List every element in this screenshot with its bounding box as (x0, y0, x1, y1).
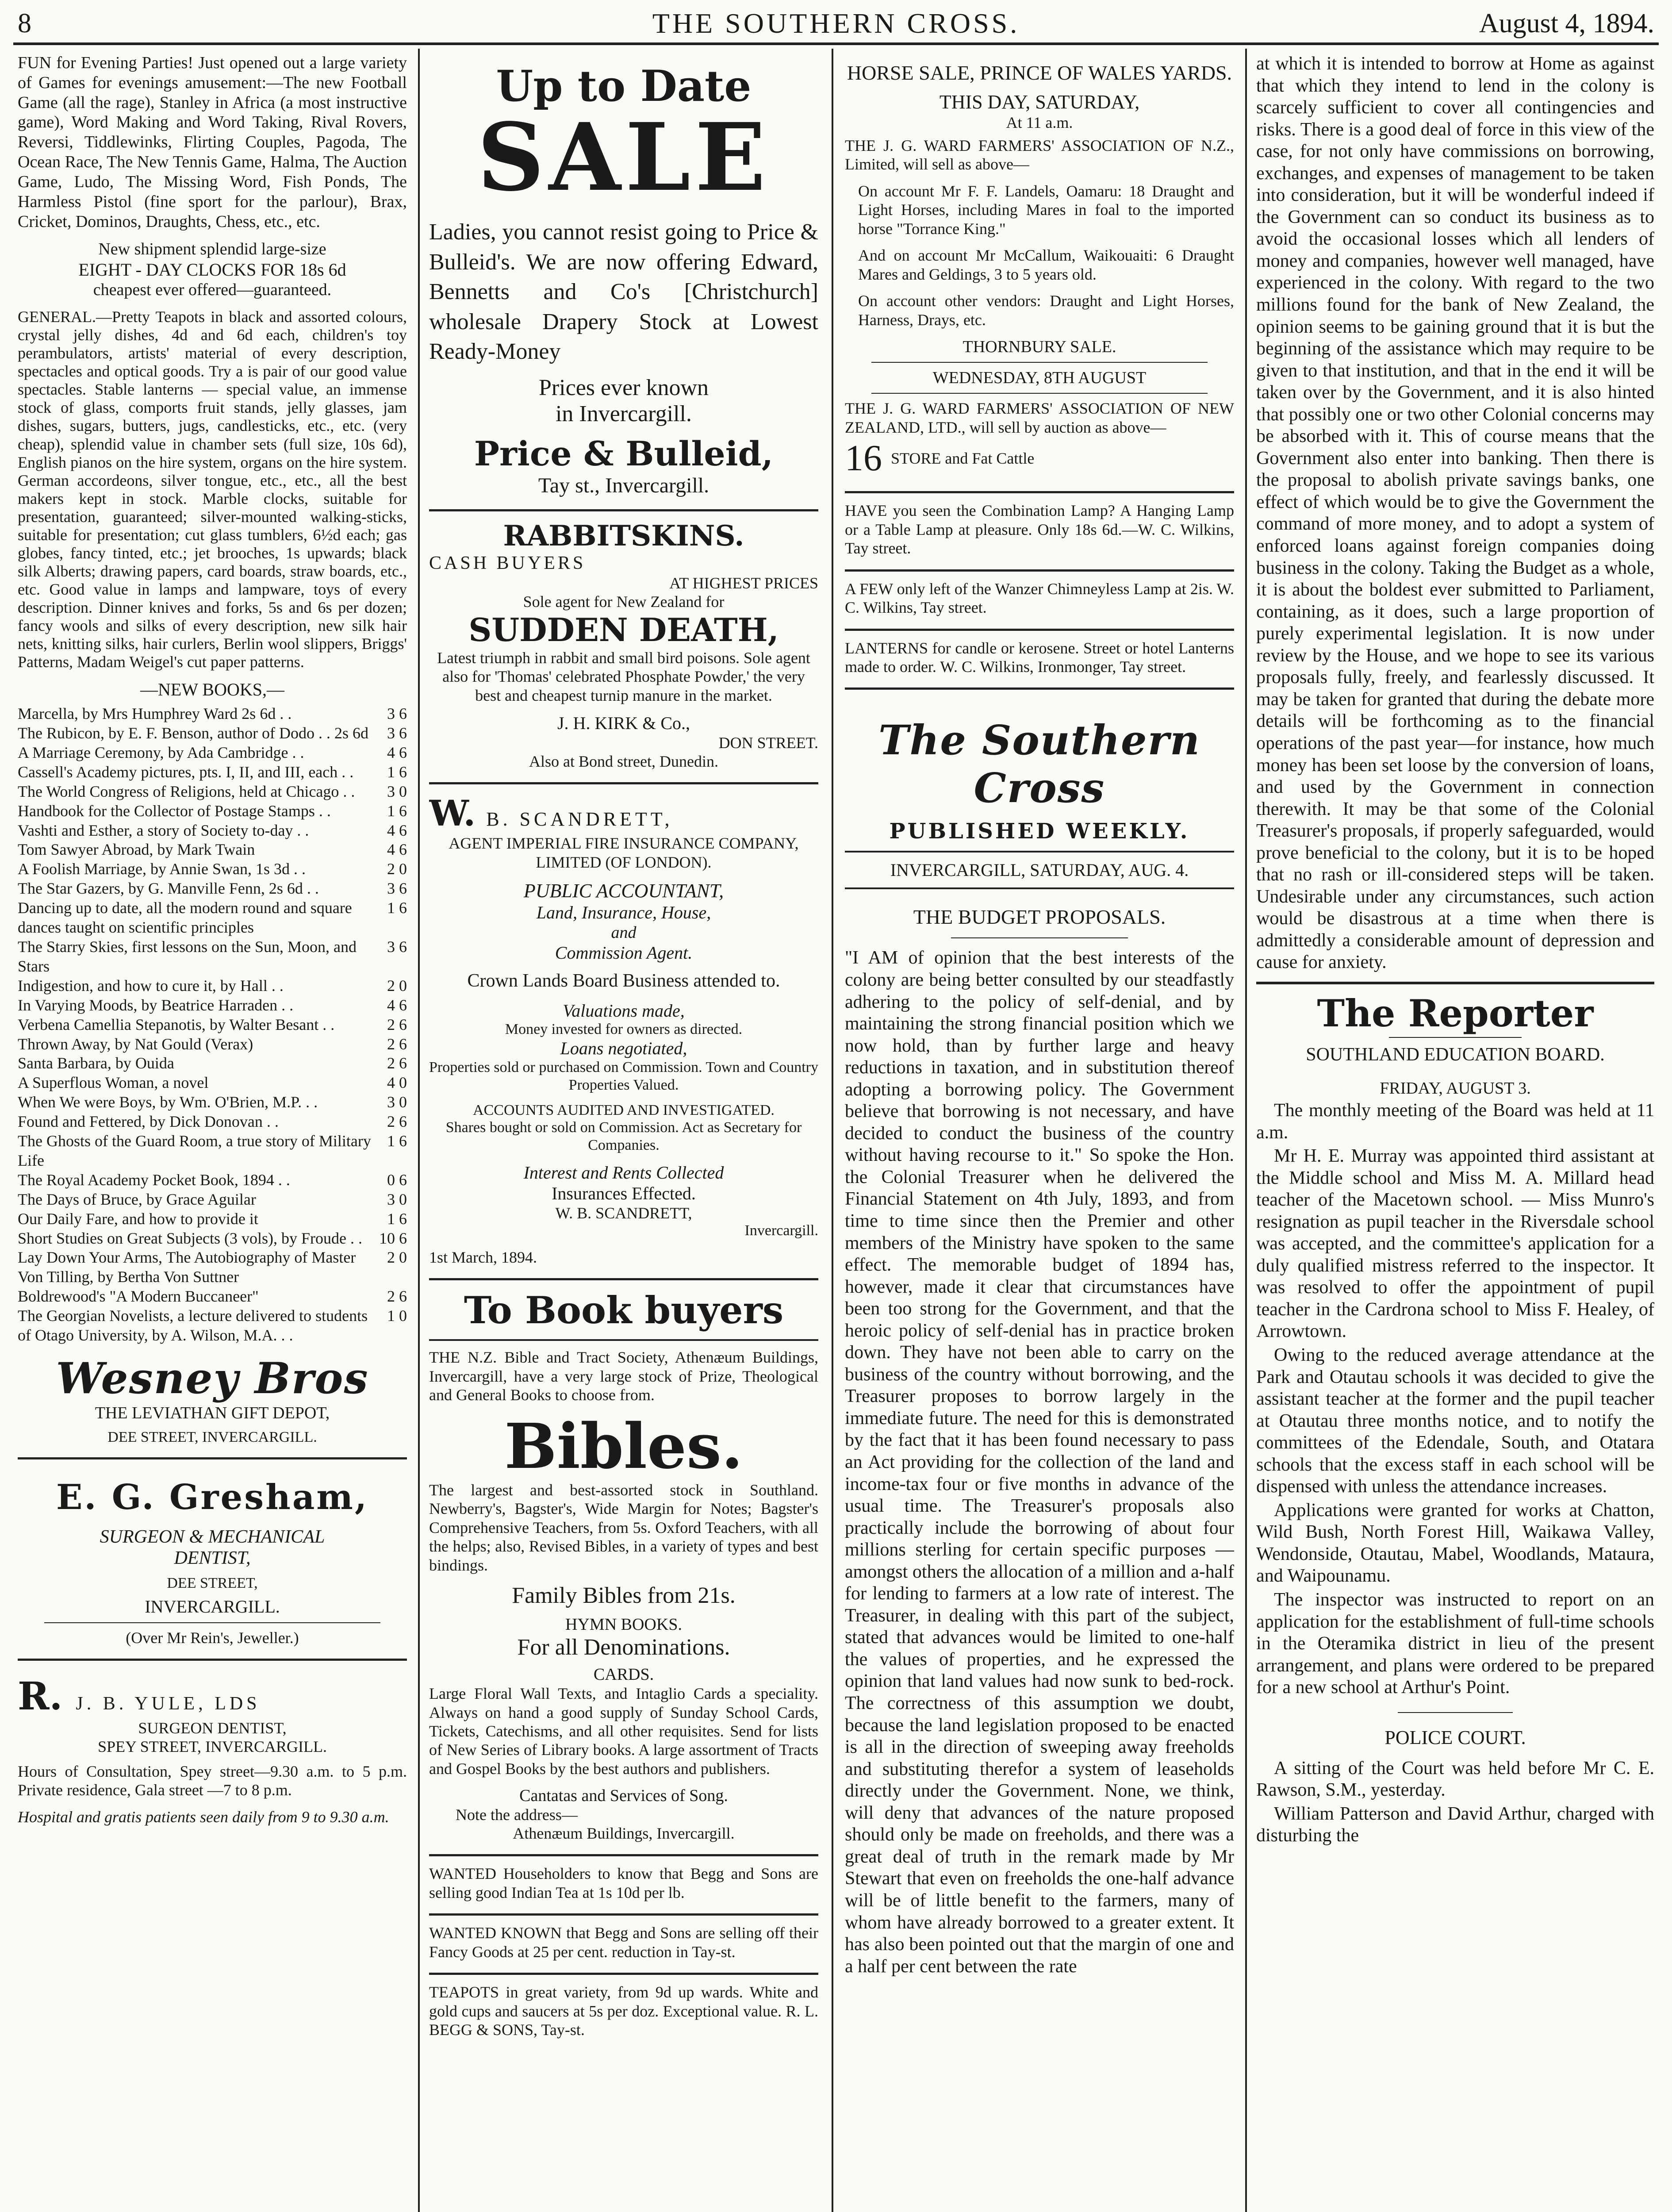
book-price: 2 6 (387, 1287, 407, 1306)
board-para-1: The monthly meeting of the Board was held at 11 a.m. (1256, 1100, 1654, 1143)
book-item (18, 1248, 407, 1287)
book-price: 4 0 (387, 1074, 407, 1092)
wesney-address: DEE STREET, INVERCARGILL. (107, 1429, 317, 1446)
scandrett-valuations: Valuations made, (563, 1000, 685, 1021)
yule-ad (18, 1661, 407, 1826)
book-title: Handbook for the Collector of Postage Stamps . . (18, 802, 331, 820)
book-price: 3 6 (387, 724, 407, 742)
lamp-ad-2 (845, 572, 1234, 631)
book-item (18, 1112, 407, 1132)
book-item (18, 1054, 407, 1073)
book-item (18, 743, 407, 763)
column-3 (845, 53, 1234, 2212)
rabbit-text: Latest triumph in rabbit and small bird poisons. Sole agent also for 'Thomas' celebrated Phosphate Powder,' the very best and cheapest turnip manure in the market. (437, 649, 810, 704)
book-price: 3 0 (387, 1190, 407, 1208)
book-price: 2 6 (387, 1015, 407, 1033)
thornbury-sale: THORNBURY SALE. (963, 338, 1116, 357)
horse-text: THE J. G. WARD FARMERS' ASSOCIATION OF N.Z., Limited, will sell as above— (845, 137, 1234, 173)
book-title: In Varying Moods, by Beatrice Harraden . . (18, 996, 294, 1014)
book-title: The Rubicon, by E. F. Benson, author of Dodo . . 2s 6d (18, 724, 369, 742)
ward-number: 16 (845, 438, 882, 479)
book-title: Indigestion, and how to cure it, by Hall . . (18, 976, 284, 995)
book-title: When We were Boys, by Wm. O'Brien, M.P. . . (18, 1093, 318, 1111)
wanted-tea-ad (429, 1856, 818, 1916)
gresham-town: INVERCARGILL. (145, 1597, 280, 1617)
sale-town: in Invercargill. (555, 401, 692, 426)
wesney-ad (18, 1345, 407, 1459)
column-1 (18, 53, 407, 2212)
yule-hospital: Hospital and gratis patients seen daily from 9 to 9.30 a.m. (18, 1808, 389, 1826)
book-title: Tom Sawyer Abroad, by Mark Twain (18, 841, 255, 859)
family-bibles: Family Bibles from 21s. (512, 1583, 736, 1609)
rabbit-also: Also at Bond street, Dunedin. (529, 753, 718, 771)
paper-title: THE SOUTHERN CROSS. (652, 8, 1020, 39)
book-item (18, 1035, 407, 1054)
book-title: Santa Barbara, by Ouida (18, 1054, 174, 1072)
wednesday: WEDNESDAY, 8TH AUGUST (932, 369, 1147, 388)
book-price: 1 6 (387, 899, 407, 917)
wesney-name: Wesney Bros (56, 1353, 369, 1404)
book-item (18, 1190, 407, 1210)
book-item (18, 860, 407, 879)
wesney-sub: THE LEVIATHAN GIFT DEPOT, (95, 1404, 330, 1423)
scandrett-properties: Properties sold or purchased on Commission. Town and Country Properties Valued. (429, 1059, 818, 1093)
sale-top: Up to Date (496, 61, 752, 111)
clocks-note: cheapest ever offered—guaranteed. (93, 280, 332, 300)
book-item (18, 840, 407, 860)
board-para-2: Mr H. E. Murray was appointed third assistant at the Middle school and Miss M. A. Millard head teacher of the Macetown school. — Miss Munro's resignation as pupil teacher in the Riversdale school was accepted, and the committee's application for a duly qualified mistress referred to the inspector. It was resolved to offer the appointment of pupil teacher in the Cardrona school to Miss F. Healey, of Arrowtown. (1256, 1146, 1654, 1342)
horse-heading: HORSE SALE, PRINCE OF WALES YARDS. (847, 61, 1232, 84)
dateline: INVERCARGILL, SATURDAY, AUG. 4. (890, 860, 1189, 880)
yule-title: SURGEON DENTIST, (138, 1719, 287, 1737)
book-item (18, 899, 407, 937)
scandrett-name: B. SCANDRETT, (486, 808, 673, 830)
teapots: TEAPOTS in great variety, from 9d up wards. White and gold cups and saucers at 5s per doz. Exceptional value. R. L. BEGG & SONS, Tay-st. (429, 1983, 818, 2039)
yule-hours: Hours of Consultation, Spey street—9.30 a.m. to 5 p.m. Private residence, Gala street —7 to 8 p.m. (18, 1763, 407, 1799)
scandrett-insurances: Insurances Effected. (552, 1183, 696, 1204)
board-para-4: Applications were granted for works at Chatton, Wild Bush, North Forest Hill, Waikawa Valley, Wendonside, Otautau, Mabel, Woodlands, Mataura, and Waipounamu. (1256, 1500, 1654, 1586)
book-price: 4 6 (387, 821, 407, 839)
gresham-note: (Over Mr Rein's, Jeweller.) (126, 1629, 299, 1647)
book-price: 3 0 (387, 1093, 407, 1111)
teapots-ad (429, 1975, 818, 2051)
column-divider (832, 49, 833, 2212)
cards-heading: CARDS. (593, 1665, 654, 1684)
scandrett-date: 1st March, 1894. (429, 1248, 537, 1267)
scandrett-and: and (611, 923, 637, 942)
book-price: 3 6 (387, 879, 407, 898)
sale-text: Ladies, you cannot resist going to Price & Bulleid's. We are now offering Edward, Bennetts and Co's [Christchurch] wholesale Drapery Stock at Lowest Ready-Money (429, 219, 818, 365)
book-price: 2 6 (387, 1054, 407, 1072)
rabbit-street: DON STREET. (718, 734, 818, 752)
books-list (18, 704, 407, 1345)
book-title: The Georgian Novelists, a lecture delivered to students of Otago University, by A. Wilson, M.A. . . (18, 1307, 368, 1344)
sale-firm: Price & Bulleid, (474, 434, 774, 473)
book-item (18, 724, 407, 743)
book-item (18, 763, 407, 782)
book-title: Lay Down Your Arms, The Autobiography of Master Von Tilling, by Bertha Von Suttner (18, 1248, 356, 1286)
scandrett-public: PUBLIC ACCOUNTANT, (523, 880, 724, 902)
scandrett-commission: Commission Agent. (555, 943, 693, 963)
sale-heading: SALE (477, 103, 771, 212)
police-para-1: A sitting of the Court was held before Mr C. E. Rawson, S.M., yesterday. (1256, 1758, 1654, 1801)
scandrett-initial: W. (429, 792, 476, 834)
scandrett-money: Money invested for owners as directed. (505, 1021, 743, 1037)
book-price: 1 6 (387, 1210, 407, 1228)
book-price: 2 0 (387, 1248, 407, 1267)
book-price: 2 6 (387, 1113, 407, 1131)
book-price: 1 6 (387, 763, 407, 781)
published-weekly: PUBLISHED WEEKLY. (889, 819, 1190, 844)
ward-cattle: STORE and Fat Cattle (891, 449, 1035, 467)
books-heading: —NEW BOOKS,— (140, 679, 284, 699)
board-para-5: The inspector was instructed to report on an application for the establishment of full-time schools in the Oteramika district in lieu of the present arrangement, and plans were ordered to be prepared for a new school at Arthur's Point. (1256, 1590, 1654, 1698)
masthead (845, 690, 1234, 905)
book-price: 3 0 (387, 782, 407, 800)
book-item (18, 996, 407, 1015)
book-title: Verbena Camellia Stepanotis, by Walter Besant . . (18, 1015, 335, 1033)
scandrett-agent: AGENT IMPERIAL FIRE INSURANCE COMPANY, LIMITED (OF LONDON). (449, 834, 799, 871)
scandrett-ad (429, 784, 818, 1280)
reporter-heading: The Reporter (1317, 991, 1594, 1035)
book-title: The Starry Skies, first lessons on the Sun, Moon, and Stars (18, 937, 357, 975)
board-date: FRIDAY, AUGUST 3. (1380, 1079, 1531, 1098)
book-price: 10 6 (379, 1229, 407, 1247)
board-heading: SOUTHLAND EDUCATION BOARD. (1306, 1044, 1605, 1065)
book-title: Short Studies on Great Subjects (3 vols), by Froude . . (18, 1229, 362, 1247)
book-price: 1 0 (387, 1307, 407, 1325)
book-title: The Days of Bruce, by Grace Aguilar (18, 1190, 256, 1208)
athenaeum-address: Athenæum Buildings, Invercargill. (513, 1824, 735, 1843)
budget-heading: THE BUDGET PROPOSALS. (913, 906, 1166, 929)
scandrett-crown: Crown Lands Board Business attended to. (467, 971, 780, 991)
board-para-3: Owing to the reduced average attendance at the Park and Otautau schools it was decided to give the assistant teacher at the former and the pupil teacher at Otautau three months notice, and to notify the committees of the Edendale, South, and Otatara schools that the excess staff in each school will be dispensed with unless the attendance increases. (1256, 1344, 1654, 1497)
horse-day: THIS DAY, SATURDAY, (939, 91, 1140, 113)
clocks-heading: EIGHT - DAY CLOCKS FOR 18s 6d (78, 260, 346, 280)
book-price: 2 6 (387, 1035, 407, 1053)
lamp-ad-1 (845, 493, 1234, 571)
sale-ad (429, 53, 818, 511)
book-title: The World Congress of Religions, held at Chicago . . (18, 782, 355, 800)
book-title: Marcella, by Mrs Humphrey Ward 2s 6d . . (18, 705, 292, 723)
book-item (18, 821, 407, 841)
clocks-line: New shipment splendid large-size (98, 240, 326, 259)
budget-text: "I AM of opinion that the best interests of the colony are being better consulted by our steadfastly adhering to the policy of self-denial, and by maintaining the strong financial position which we now hold, than by further large and heavy reductions in taxation, and in substitution thereof adopting a borrowing policy. The Government believe that borrowing is not necessary, and have decided to conduct the business of the country without having recourse to it." So spoke the Hon. the Colonial Treasurer when he delivered the Financial Statement on 4th July, 1893, and from time to time since then the Premier and other members of the Ministry have spoken to the same effect. The memorable budget of 1894 has, however, made it clear that circumstances have been too strong for the Government, and that the heroic policy of self-denial has in practice broken down. They have not been able to carry on the business of the country without borrowing, and the Treasurer proposes to borrow largely in the immediate future. The need for this is demonstrated by the fact that it has been found necessary to pass an Act providing for the collection of the land and income-tax four or five months in advance of the usual time. The Treasurer's proposals also practically include the borrowing of about four millions sterling for certain specific purposes — amongst others the allocation of a million and a-half for lending to farmers at a low rate of interest. The Treasurer, in dealing with this part of the subject, stated that advances would be limited to one-half the values of properties, and he expressed the opinion that land values had now sunk to bed-rock. The correctness of this assumption we doubt, because the land legislation proposed to be enacted is all in the direction of sweeping away freeholds and substituting therefor a system of leaseholds directly under the Government. None, we think, will deny that advances of the nature proposed should only be made on freeholds, and there was a great deal of truth in the remark made by Mr Stewart that even on freeholds the one-half advance will be of little benefit to the farmers, many of whom have already borrowed to a greater extent. It has also been pointed out that the margin of one and a half per cent between the rate (845, 948, 1234, 1977)
page-number: 8 (18, 8, 31, 38)
book-price: 4 6 (387, 743, 407, 761)
budget-continued: at which it is intended to borrow at Home as against that which they intend to lend in the colony is scarcely sufficient to cover all contingencies and risks. There is a good deal of force in this view of the case, for not only have commissions on borrowing, exchanges, and expenses of management to be taken into consideration, but it will be wonderful indeed if the Government can so conduct its business as to avoid the occasional losses which all lenders of money and companies, however well managed, have experienced in the colony. With regard to the two millions found for the bank of New Zealand, the opinion seems to be gaining ground that it is but the beginning of the assistance which may require to be given to that institution, and that in the end it will be taken over by the Government, and it is also hinted that possibly one or two other Colonial concerns may be absorbed with it. This of course means that the Government also enter into banking. Then there is the proposal to abolish private savings banks, one effect of which would be to give the Government the command of more money, and to adopt a system of enforced loans against foreign companies doing business in the colony. Taking the Budget as a whole, it is about the boldest ever submitted to Parliament, containing, as it does, such a large proportion of purely experimental legislation. It is now under review by the House, and we hope to see its various proposals fully, freely, and fearlessly discussed. It may be taken for granted that during the debate more details will be forthcoming as to the financial operations of the past year—for instance, how much money has been set loose by the conversion of loans, and used by the Government in connection therewith. It may be that some of the Colonial Treasurer's proposals, if properly safeguarded, would prove beneficial to the colony, but it is to be hoped that no rash or ill-considered steps will be taken. Undesirable under any circumstances, such action would be disastrous at a time when there is admittedly a considerable amount of depression and cause for anxiety. (1256, 54, 1654, 973)
lamp-text-2: A FEW only left of the Wanzer Chimneyless Lamp at 2is. W. C. Wilkins, Tay street. (845, 580, 1234, 617)
book-item (18, 1015, 407, 1035)
book-title: Thrown Away, by Nat Gould (Verax) (18, 1035, 253, 1053)
scandrett-shares: Shares bought or sold on Commission. Act as Secretary for Companies. (445, 1119, 802, 1154)
book-price: 4 6 (387, 996, 407, 1014)
note-address: Note the address— (456, 1806, 578, 1824)
gresham-ad (18, 1459, 407, 1661)
cantatas: Cantatas and Services of Song. (519, 1786, 728, 1805)
scandrett-land: Land, Insurance, House, (536, 902, 711, 923)
book-price: 1 6 (387, 802, 407, 820)
page-header (0, 0, 1672, 40)
yule-name: J. B. YULE, LDS (76, 1694, 261, 1714)
book-title: Our Daily Fare, and how to provide it (18, 1210, 258, 1228)
rabbit-firm: J. H. KIRK & Co., (557, 713, 690, 733)
book-item (18, 976, 407, 996)
hymn-books: HYMN BOOKS. (565, 1615, 682, 1634)
column-2 (429, 53, 818, 2212)
rabbit-agent: Sole agent for New Zealand for (523, 592, 725, 611)
book-item (18, 1093, 407, 1112)
book-title: The Royal Academy Pocket Book, 1894 . . (18, 1171, 290, 1189)
book-title: The Ghosts of the Guard Room, a true story of Military Life (18, 1132, 371, 1169)
denominations: For all Denominations. (517, 1635, 730, 1660)
scandrett-interest: Interest and Rents Collected (523, 1163, 724, 1183)
book-item (18, 704, 407, 724)
book-item (18, 782, 407, 802)
book-price: 4 6 (387, 841, 407, 859)
book-price: 0 6 (387, 1171, 407, 1189)
column-4 (1256, 53, 1654, 2212)
yule-address: SPEY STREET, INVERCARGILL. (98, 1738, 327, 1756)
horse-other: On account other vendors: Draught and Light Horses, Harness, Drays, etc. (858, 292, 1234, 329)
book-title: Boldrewood's "A Modern Buccaneer" (18, 1287, 259, 1306)
gresham-title-2: DENTIST, (174, 1548, 251, 1569)
rabbit-cash: CASH BUYERS (429, 553, 586, 573)
sale-prices: Prices ever known (538, 375, 709, 400)
book-item (18, 1210, 407, 1229)
column-divider (418, 49, 420, 2212)
horse-landels: On account Mr F. F. Landels, Oamaru: 18 Draught and Light Horses, including Mares in foal to the imported horse "Torrance King." (858, 182, 1234, 238)
cards-text: Large Floral Wall Texts, and Intaglio Cards a speciality. Always on hand a good supply of Sunday School Cards, Tickets, Catechisms, and all other requisites. Send for lists of New Series of Library books. A large assortment of Tracts and Gospel Books by the best authors and publishers. (429, 1685, 818, 1778)
book-item (18, 1306, 407, 1345)
book-item (18, 802, 407, 821)
book-title: Found and Fettered, by Dick Donovan . . (18, 1113, 279, 1131)
book-item (18, 879, 407, 899)
bibles-heading: Bibles. (504, 1410, 743, 1483)
rabbit-heading: RABBITSKINS. (503, 519, 744, 553)
gresham-title: SURGEON & MECHANICAL (100, 1527, 325, 1548)
gresham-street: DEE STREET, (167, 1575, 258, 1592)
lanterns-ad (845, 631, 1234, 690)
book-text: THE N.Z. Bible and Tract Society, Athenæum Buildings, Invercargill, have a very large stock of Prize, Theological and General Books to choose from. (429, 1348, 818, 1404)
rabbit-prices: AT HIGHEST PRICES (669, 574, 818, 592)
police-heading: POLICE COURT. (1384, 1726, 1526, 1748)
wanted-fancy: WANTED KNOWN that Begg and Sons are selling off their Fancy Goods at 25 per cent. reduction in Tay-st. (429, 1924, 818, 1961)
book-item (18, 1229, 407, 1248)
games-ad: FUN for Evening Parties! Just opened out a large variety of Games for evenings amusement:—The new Football Game (all the rage), Stanley in Africa (a most instructive game), Word Making and Word Taking, Rival Rovers, Reversi, Tiddlewinks, Flirting Couples, Pagoda, The Ocean Race, The New Tennis Game, Halma, The Auction Game, Ludo, The Missing Word, Fish Ponds, The Harmless Pistol (fine sport for the parlour), Brax, Cricket, Dominos, Draughts, Chess, etc., etc. (18, 54, 407, 231)
book-price: 2 0 (387, 976, 407, 995)
book-price: 3 6 (387, 937, 407, 956)
book-heading: To Book buyers (464, 1288, 784, 1333)
police-para-2: William Patterson and David Arthur, charged with disturbing the (1256, 1803, 1654, 1846)
book-buyers-ad (429, 1280, 818, 1856)
masthead-title: The Southern Cross (878, 716, 1200, 812)
page-date: August 4, 1894. (1479, 8, 1654, 38)
book-title: A Superflous Woman, a novel (18, 1074, 209, 1092)
book-price: 1 6 (387, 1132, 407, 1150)
book-title: The Star Gazers, by G. Manville Fenn, 2s 6d . . (18, 879, 319, 898)
book-title: A Marriage Ceremony, by Ada Cambridge . . (18, 743, 304, 761)
sale-address: Tay st., Invercargill. (538, 473, 709, 497)
horse-mccallum: And on account Mr McCallum, Waikouaiti: 6 Draught Mares and Geldings, 3 to 5 years old. (858, 246, 1234, 283)
bibles-text: The largest and best-assorted stock in Southland. Newberry's, Bagster's, Wide Margin for Notes; Bagster's Comprehensive Teachers, from 5s. Oxford Teachers, with all the helps; also, Revised Bibles, in a variety of types and best bindings. (429, 1481, 818, 1574)
book-price: 2 0 (387, 860, 407, 878)
ward-text: THE J. G. WARD FARMERS' ASSOCIATION OF NEW ZEALAND, LTD., will sell by auction as above— (845, 399, 1234, 436)
scandrett-accounts: ACCOUNTS AUDITED AND INVESTIGATED. (473, 1102, 775, 1119)
yule-initial: R. (18, 1674, 63, 1719)
book-title: Vashti and Esther, a story of Society to-day . . (18, 821, 309, 839)
general-ad: GENERAL.—Pretty Teapots in black and assorted colours, crystal jelly dishes, 4d and 6d each, children's toy perambulators, artists' material of every description, spectacles and optical goods. Try a is pair of our good value spectacles. Stable lanterns — special value, an immense stock of glass, comports fruit stands, jelly glasses, jam dishes, sugars, butters, jugs, candlesticks, etc., etc. (very cheap), splendid value in chamber sets (full size, 10s 6d), English pianos on the hire system, organs on the hire system. German accordeons, silver tongue, etc., etc., all the best makers kept in stock. Marble clocks, suitable for presentation, guaranteed; silver-mounted walking-sticks, suitable for presentation; cut glass tumblers, 6½d each; gas globes, fancy tinted, etc.; jet brooches, 1s upwards; black silk Alberts; drawing papers, card boards, straw boards, etc., etc. Good value in lamps and lampware, toys of every description. Dinner knives and forks, 5s and 6s per dozen; fancy wools and silks of every description, new silk hair nets, knitting silks, hair curlers, Berlin wool slippers, Briggs' Patterns, Madam Weigel's cut paper patterns. (18, 308, 407, 671)
rabbit-sudden-death: SUDDEN DEATH, (468, 611, 779, 649)
book-item (18, 1073, 407, 1093)
header-rule (13, 42, 1659, 45)
book-item (18, 1287, 407, 1306)
rabbitskins-ad (429, 511, 818, 784)
book-item (18, 1132, 407, 1171)
scandrett-signature: W. B. SCANDRETT, (555, 1204, 692, 1222)
book-item (18, 937, 407, 976)
book-title: Dancing up to date, all the modern round and square dances taught on scientific principles (18, 899, 352, 937)
book-item (18, 1171, 407, 1190)
book-title: A Foolish Marriage, by Annie Swan, 1s 3d . . (18, 860, 306, 878)
lanterns-text: LANTERNS for candle or kerosene. Street or hotel Lanterns made to order. W. C. Wilkins, Ironmonger, Tay street. (845, 639, 1234, 676)
book-price: 3 6 (387, 705, 407, 723)
lamp-text-1: HAVE you seen the Combination Lamp? A Hanging Lamp or a Table Lamp at pleasure. Only 18s 6d.—W. C. Wilkins, Tay street. (845, 502, 1234, 557)
wanted-fancy-ad (429, 1916, 818, 1975)
scandrett-loans: Loans negotiated, (560, 1038, 687, 1058)
column-divider (1245, 49, 1247, 2212)
book-title: Cassell's Academy pictures, pts. I, II, and III, each . . (18, 763, 354, 781)
horse-time: At 11 a.m. (1006, 114, 1073, 131)
gresham-name: E. G. Gresham, (56, 1477, 369, 1518)
wanted-tea: WANTED Householders to know that Begg and Sons are selling good Indian Tea at 1s 10d per lb. (429, 1865, 818, 1901)
horse-sale-ad (845, 53, 1234, 493)
scandrett-sig-place: Invercargill. (744, 1222, 818, 1239)
